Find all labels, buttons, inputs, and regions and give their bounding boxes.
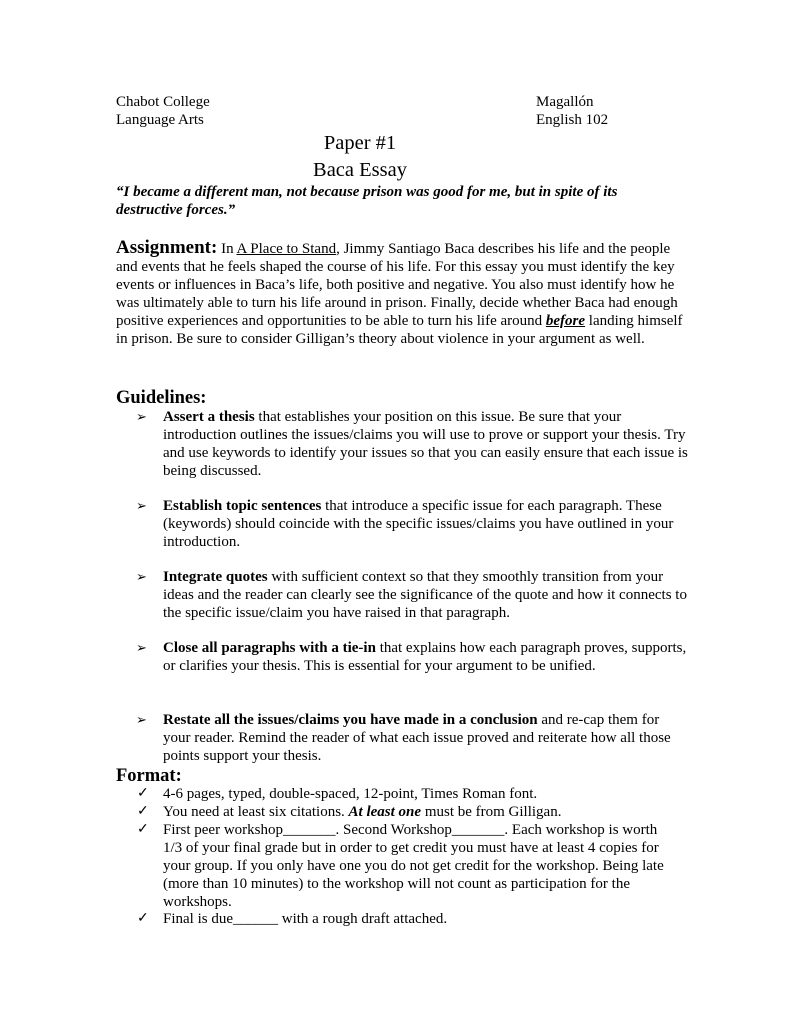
department-name: Language Arts (116, 112, 204, 128)
guideline-bold: Integrate quotes (163, 569, 268, 585)
college-name: Chabot College (116, 94, 210, 110)
arrow-bullet-icon: ➢ (136, 640, 147, 655)
format-heading: Format: (116, 766, 182, 786)
assignment-text-c: landing himself in prison. Be sure to consider Gilligan’s theory about violence in your argument as well. (116, 313, 683, 347)
guideline-text: that establishes your position on this issue. Be sure that your introduction outlines the issues/claims you will use to prove or support your thesis. Try and use keywords to identify your issues so that you can easily ensure that each issue is being discussed. (163, 409, 688, 479)
guideline-bold: Assert a thesis (163, 409, 255, 425)
format-text: must be from Gilligan. (421, 804, 562, 820)
format-text: You need at least six citations. (163, 804, 349, 820)
arrow-bullet-icon: ➢ (136, 569, 147, 584)
guideline-bold: Restate all the issues/claims you have made in a conclusion (163, 712, 538, 728)
checkmark-icon: ✓ (137, 911, 149, 926)
guideline-text: and re-cap them for your reader. Remind the reader of what each issue proved and reiterate how all those points support your thesis. (163, 712, 671, 764)
guideline-item (163, 408, 688, 480)
assignment-text-a: In (217, 241, 237, 257)
assignment-heading: Assignment: (116, 237, 218, 258)
checkmark-icon: ✓ (137, 822, 149, 837)
guideline-item (163, 497, 688, 551)
guidelines-heading: Guidelines: (116, 388, 207, 408)
epigraph-quote: “I became a different man, not because prison was good for me, but in spite of its destructive forces.” (116, 184, 618, 218)
header-right (536, 93, 608, 129)
format-emphasis: At least one (348, 804, 422, 820)
format-item (163, 803, 688, 821)
paper-title: Paper #1 (323, 132, 397, 154)
checkmark-icon: ✓ (137, 786, 149, 801)
assignment-text-b: , Jimmy Santiago Baca describes his life and the people and events that he feels shaped the course of his life. For this essay you must identify the key events or influences in Baca’s life, both positive and negative. You also must identify how he was ultimately able to turn his life around in prison. Finally, decide whether Baca had enough positive experiences and opportunities to be able to turn his life around (116, 241, 678, 329)
paper-subtitle: Baca Essay (313, 159, 407, 181)
guideline-item (163, 568, 688, 622)
book-title: A Place to Stand (236, 241, 337, 257)
guideline-text: with sufficient context so that they smoothly transition from your ideas and the reader can clearly see the significance of the quote and how it connects to the specific issue/claim you have raised in that paragraph. (163, 569, 687, 621)
instructor-name: Magallón (536, 94, 594, 110)
checkmark-icon: ✓ (137, 804, 149, 819)
guideline-item (163, 711, 688, 765)
assignment-emphasis: before (545, 313, 586, 329)
format-item: 4-6 pages, typed, double-spaced, 12-point, Times Roman font. (163, 786, 538, 802)
assignment-paragraph (116, 239, 691, 348)
guideline-text: that explains how each paragraph proves, supports, or clarifies your thesis. This is essential for your argument to be unified. (163, 640, 687, 674)
guideline-text: that introduce a specific issue for each paragraph. These (keywords) should coincide with the specific issues/claims you have outlined in your introduction. (163, 498, 674, 550)
format-item: Final is due______ with a rough draft attached. (163, 911, 448, 927)
header-left (116, 93, 210, 129)
arrow-bullet-icon: ➢ (136, 409, 147, 424)
guideline-bold: Establish topic sentences (163, 498, 322, 514)
arrow-bullet-icon: ➢ (136, 712, 147, 727)
guideline-bold: Close all paragraphs with a tie-in (163, 640, 376, 656)
course-name: English 102 (536, 112, 609, 128)
guideline-item (163, 639, 688, 675)
format-item: First peer workshop_______. Second Workshop_______. Each workshop is worth 1/3 of your final grade but in order to get credit you must have at least 4 copies for your group. If you only have one you do not get credit for the workshop. Being late (more than 10 minutes) to the workshop will not count as participation for the workshops. (163, 822, 664, 910)
arrow-bullet-icon: ➢ (136, 498, 147, 513)
